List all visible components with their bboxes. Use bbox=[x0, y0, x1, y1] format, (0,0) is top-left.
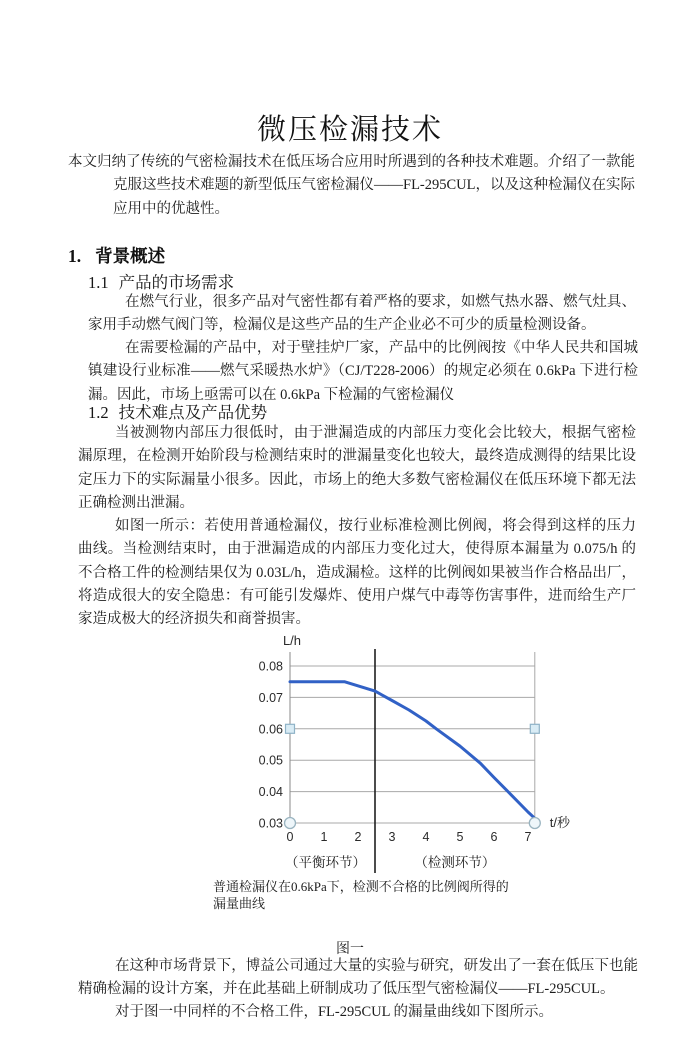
leak-curve bbox=[290, 682, 535, 819]
circle-marker bbox=[285, 818, 296, 829]
section-1-1-heading bbox=[88, 269, 234, 293]
figure-1-caption-line1: 普通检漏仪在0.6kPa下，检测不合格的比例阀所得的 bbox=[213, 879, 509, 894]
paragraph-closing-2: 对于图一中同样的不合格工件，FL-295CUL 的漏量曲线如下图所示。 bbox=[114, 1004, 554, 1020]
y-tick-label: 0.08 bbox=[258, 659, 283, 674]
section-1-1-title: 产品的市场需求 bbox=[118, 273, 235, 292]
square-marker bbox=[530, 724, 539, 733]
x-tick-label: 0 bbox=[286, 830, 294, 844]
abstract-paragraph: 本文归纳了传统的气密检漏技术在低压场合应用时所遇到的各种技术难题。介绍了一款能克服这些技术难题的新型低压气密检漏仪——FL-295CUL，以及这种检漏仪在实际应用中的优越性。 bbox=[68, 154, 635, 217]
figure-1-caption bbox=[213, 879, 543, 912]
x-axis-unit-label: t/秒 bbox=[549, 815, 571, 830]
section-1-2-number: 1.2 bbox=[88, 403, 109, 422]
y-tick-label: 0.06 bbox=[258, 722, 283, 737]
x-tick-label: 1 bbox=[320, 830, 328, 844]
y-axis-unit-label: L/h bbox=[282, 633, 302, 648]
x-tick-label: 4 bbox=[422, 830, 430, 844]
y-tick-label: 0.03 bbox=[258, 816, 283, 831]
paragraph-difficulty-2: 如图一所示：若使用普通检漏仪，按行业标准检测比例阀，将会得到这样的压力曲线。当检测结束时，由于泄漏造成的内部压力变化过大，使得原本漏量为 0.075/h 的不合格工件的检测结果仅为 0.03L/h，造成漏检。这样的比例阀如果被当作合格品出厂，将造成很大的安全隐患：有可能引发爆炸、使用户煤气中毒等伤害事件，进而给生产厂家造成极大的经济损失和商誉损害。 bbox=[78, 518, 636, 628]
paragraph-market-demand-2: 在需要检漏的产品中，对于壁挂炉厂家，产品中的比例阀按《中华人民共和国城镇建设行业标准——燃气采暖热水炉》（CJ/T228-2006）的规定必须在 0.6kPa 下进行检漏。因此，市场上亟需可以在 0.6kPa 下检漏的气密检漏仪 bbox=[88, 340, 638, 403]
square-marker bbox=[286, 724, 295, 733]
paragraph-market-demand-1: 在燃气行业，很多产品对气密性都有着严格的要求，如燃气热水器、燃气灶具、家用手动燃气阀门等，检漏仪是这些产品的生产企业必不可少的质量检测设备。 bbox=[88, 294, 636, 334]
section-1-2-heading bbox=[88, 399, 267, 423]
section-1-title: 背景概述 bbox=[95, 246, 166, 266]
y-tick-label: 0.07 bbox=[258, 690, 283, 705]
x-tick-label: 2 bbox=[354, 830, 362, 844]
figure-1-chart bbox=[198, 628, 598, 878]
figure-1-caption-line2: 漏量曲线 bbox=[213, 895, 266, 911]
section-1-number: 1. bbox=[68, 246, 82, 266]
paragraph-difficulty-1: 当被测物内部压力很低时，由于泄漏造成的内部压力变化会比较大，根据气密检漏原理，在检测开始阶段与检测结束时的泄漏量变化也较大，最终造成测得的结果比设定压力下的实际漏量小很多。因此，市场上的绝大多数气密检漏仪在低压环境下都无法正确检测出泄漏。 bbox=[78, 425, 636, 511]
section-1-1-number: 1.1 bbox=[88, 273, 109, 292]
section-1-heading bbox=[68, 243, 165, 268]
leak-curve-svg bbox=[198, 628, 598, 878]
y-tick-label: 0.04 bbox=[258, 785, 283, 800]
page-title: 微压检漏技术 bbox=[256, 114, 443, 147]
x-tick-label: 3 bbox=[388, 830, 396, 844]
section-1-2-title: 技术难点及产品优势 bbox=[118, 403, 268, 422]
x-tick-label: 6 bbox=[490, 830, 498, 844]
y-tick-label: 0.05 bbox=[258, 753, 283, 768]
x-tick-label: 5 bbox=[456, 830, 464, 844]
figure-1-label: 图一 bbox=[336, 942, 364, 957]
x-tick-label: 7 bbox=[524, 830, 532, 844]
circle-marker bbox=[529, 818, 540, 829]
phase-label-balance: （平衡环节） bbox=[285, 855, 366, 870]
paragraph-closing-1: 在这种市场背景下，博益公司通过大量的实验与研究，研发出了一套在低压下也能精确检漏的设计方案，并在此基础上研制成功了低压型气密检漏仪——FL-295CUL。 bbox=[78, 958, 638, 998]
phase-label-detect: （检测环节） bbox=[414, 855, 496, 870]
